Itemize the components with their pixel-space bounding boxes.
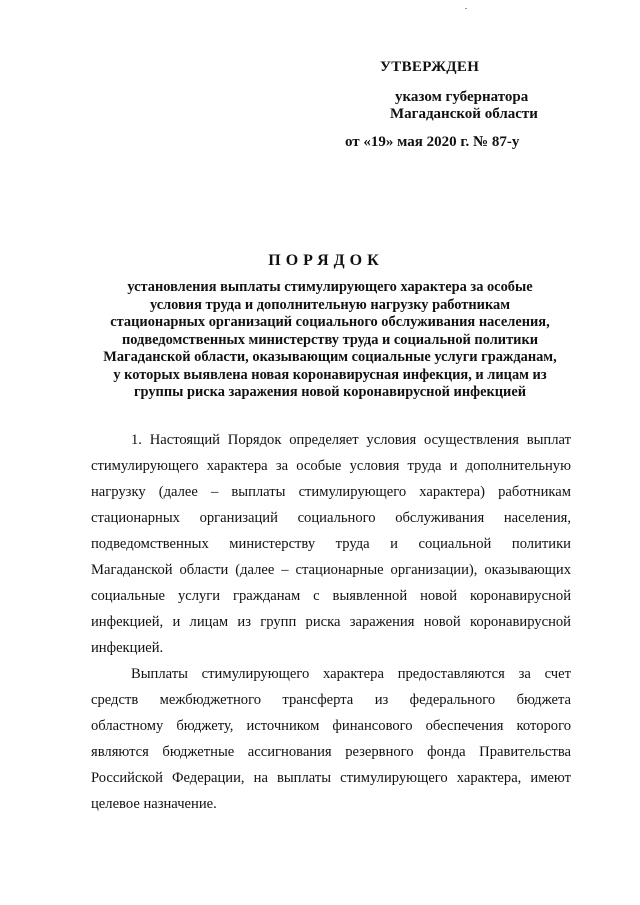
document-title: ПОРЯДОК	[268, 252, 384, 269]
scan-speck	[465, 8, 467, 9]
paragraph-line: целевое назначение.	[91, 796, 217, 812]
paragraph-line: социальные услуги гражданам с выявленной новой коронавирусной	[91, 588, 571, 604]
subtitle-line: условия труда и дополнительную нагрузку работникам	[149, 296, 511, 313]
paragraph-line: инфекцией, и лицам из групп риска заражения новой коронавирусной	[91, 614, 571, 630]
paragraph-line: Магаданской области (далее – стационарные организации), оказывающих	[91, 562, 571, 578]
paragraph-line: стационарных организаций социального обслуживания населения,	[91, 510, 571, 526]
paragraph-line: областному бюджету, источником финансового обеспечения которого	[91, 718, 571, 734]
subtitle-line: Магаданской области, оказывающим социальные услуги гражданам,	[103, 349, 557, 365]
subtitle-line: группы риска заражения новой коронавирусной инфекцией	[133, 384, 527, 400]
paragraph-line: подведомственных министерству труда и социальной политики	[91, 536, 571, 552]
approval-title: УТВЕРЖДЕН	[380, 59, 480, 75]
paragraph-line: Российской Федерации, на выплаты стимулирующего характера, имеют	[91, 770, 571, 786]
subtitle-line: установления выплаты стимулирующего характера за особые	[127, 279, 533, 295]
approval-authority-line2: Магаданской области	[390, 106, 538, 122]
paragraph-line: Выплаты стимулирующего характера предоставляются за счет	[131, 666, 571, 682]
paragraph-line: средств межбюджетного трансферта из федерального бюджета	[91, 692, 571, 708]
subtitle-line: стационарных организаций социального обслуживания населения,	[110, 314, 550, 330]
paragraph-line: нагрузку (далее – выплаты стимулирующего характера) работникам	[91, 484, 571, 500]
approval-date: от «19» мая 2020 г. № 87-у	[345, 134, 520, 150]
paragraph-line: являются бюджетные ассигнования резервного фонда Правительства	[91, 744, 571, 760]
paragraph-line: стимулирующего характера за особые условия труда и дополнительную	[91, 458, 571, 474]
paragraph-2	[91, 661, 571, 817]
paragraph-line: 1. Настоящий Порядок определяет условия осуществления выплат	[131, 432, 571, 448]
subtitle-line: у которых выявлена новая коронавирусная инфекция, и лицам из	[113, 366, 547, 383]
approval-authority-line1: указом губернатора	[395, 89, 529, 105]
document-subtitle	[80, 279, 580, 402]
subtitle-line: подведомственных министерству труда и социальной политики	[121, 331, 539, 348]
document-body	[91, 427, 571, 817]
paragraph-1	[91, 427, 571, 661]
paragraph-line: инфекцией.	[91, 640, 164, 656]
